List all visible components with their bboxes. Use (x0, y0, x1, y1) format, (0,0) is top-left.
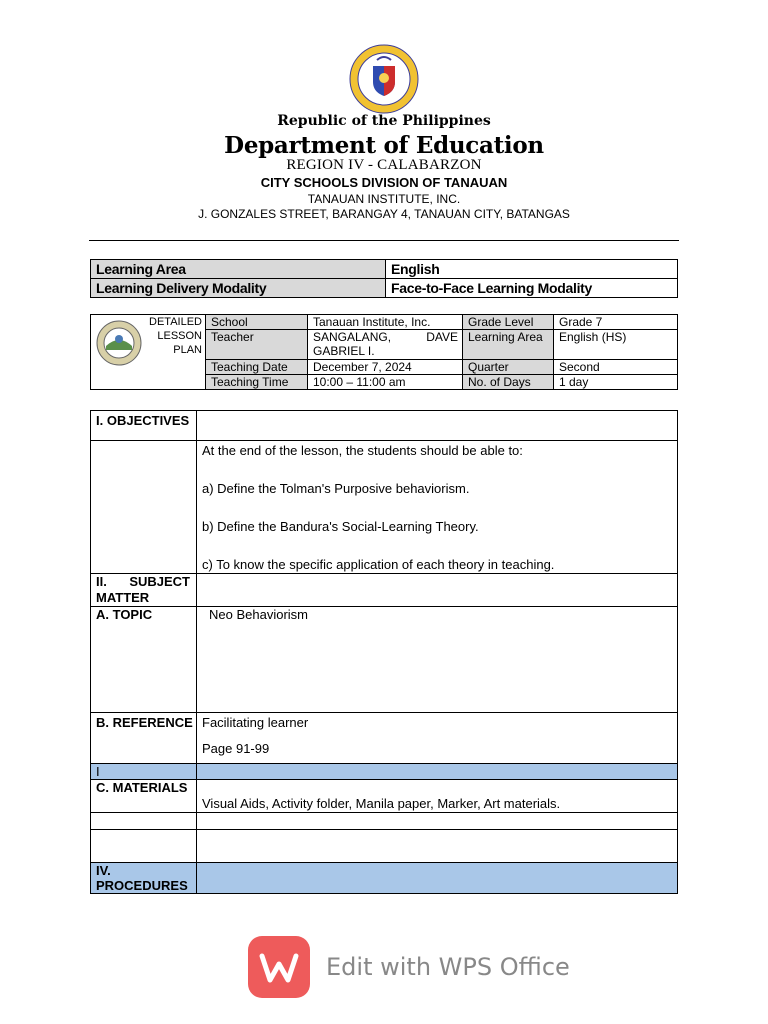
grade-label: Grade Level (463, 315, 554, 330)
learning-area-label: Learning Area (91, 260, 386, 279)
lesson-plan-table (90, 410, 678, 894)
date-label: Teaching Date (206, 359, 308, 374)
topic-label: A. TOPIC (91, 607, 197, 713)
table-row (91, 260, 678, 279)
subject-matter-cell (197, 574, 678, 607)
header-address: J. GONZALES STREET, BARANGAY 4, TANAUAN CITY, BATANGAS (198, 207, 570, 221)
teacher-name-line2: GABRIEL I. (313, 344, 375, 359)
materials-value: Visual Aids, Activity folder, Manila paper, Marker, Art materials. (197, 780, 678, 813)
objectives-intro: At the end of the lesson, the students should be able to: (202, 443, 523, 458)
dlp-title (149, 315, 202, 357)
time-label: Teaching Time (206, 374, 308, 389)
subject-word: SUBJECT (129, 574, 190, 589)
procedures-label (91, 863, 197, 894)
header-department: Department of Education (224, 132, 544, 159)
wps-edit-link[interactable]: Edit with WPS Office (326, 953, 570, 981)
objective-item: c) To know the specific application of each theory in teaching. (202, 557, 555, 572)
dlp-title-cell (91, 315, 206, 390)
reference-value: Facilitating learner (202, 715, 309, 730)
table-row (91, 813, 678, 830)
matter-word: MATTER (96, 590, 150, 605)
school-value: Tanauan Institute, Inc. (308, 315, 463, 330)
reference-label: B. REFERENCE (91, 713, 197, 764)
reference-pages: Page 91-99 (202, 741, 270, 756)
table-row (91, 315, 678, 330)
header-school: TANAUAN INSTITUTE, INC. (307, 192, 461, 206)
days-label: No. of Days (463, 374, 554, 389)
header-region: REGION IV - CALABARZON (286, 157, 482, 173)
school-seal-logo (96, 320, 142, 366)
table-row (91, 574, 678, 607)
table-row (91, 830, 678, 863)
date-value: December 7, 2024 (308, 359, 463, 374)
header-republic: Republic of the Philippines (277, 113, 491, 129)
teacher-value (308, 330, 463, 359)
objectives-content (197, 441, 678, 574)
procedures-word: PROCEDURES (96, 878, 188, 893)
section-row-cell (197, 764, 678, 780)
school-label: School (206, 315, 308, 330)
dlp-title-line: DETAILED (149, 316, 202, 328)
table-row (91, 441, 678, 574)
table-row (91, 863, 678, 894)
dlp-title-line: PLAN (173, 344, 202, 356)
wps-w-icon (248, 936, 310, 998)
empty-cell (91, 830, 197, 863)
header-division: CITY SCHOOLS DIVISION OF TANAUAN (260, 175, 508, 190)
deped-seal-logo (349, 44, 419, 114)
subject-number: II. (96, 574, 107, 589)
teacher-firstname: DAVE (426, 330, 458, 345)
empty-cell (197, 813, 678, 830)
objectives-left-cell (91, 441, 197, 574)
objectives-label: I. OBJECTIVES (91, 411, 197, 441)
empty-cell (91, 813, 197, 830)
modality-label: Learning Delivery Modality (91, 279, 386, 298)
area-label: Learning Area (463, 330, 554, 359)
days-value: 1 day (554, 374, 678, 389)
learning-area-table (90, 259, 678, 298)
empty-cell (197, 830, 678, 863)
objective-item: b) Define the Bandura's Social-Learning Theory. (202, 519, 479, 534)
dlp-info-table (90, 314, 678, 390)
table-row (91, 713, 678, 764)
procedures-number: IV. (96, 863, 111, 878)
table-row (91, 780, 678, 813)
table-row (91, 607, 678, 713)
header-divider (89, 240, 679, 241)
quarter-value: Second (554, 359, 678, 374)
quarter-label: Quarter (463, 359, 554, 374)
modality-value: Face-to-Face Learning Modality (386, 279, 678, 298)
topic-value: Neo Behaviorism (197, 607, 678, 713)
time-value: 10:00 – 11:00 am (308, 374, 463, 389)
table-row (91, 411, 678, 441)
procedures-cell (197, 863, 678, 894)
section-row-label: I (91, 764, 197, 780)
table-row (91, 279, 678, 298)
wps-logo-icon[interactable] (248, 936, 310, 998)
area-value: English (HS) (554, 330, 678, 359)
grade-value: Grade 7 (554, 315, 678, 330)
reference-content (197, 713, 678, 764)
learning-area-value: English (386, 260, 678, 279)
materials-label: C. MATERIALS (91, 780, 197, 813)
objective-item: a) Define the Tolman's Purposive behaviorism. (202, 481, 470, 496)
objectives-header-cell (197, 411, 678, 441)
teacher-label: Teacher (206, 330, 308, 359)
table-row (91, 764, 678, 780)
teacher-surname: SANGALANG, (313, 330, 392, 345)
dlp-title-line: LESSON (157, 330, 202, 342)
subject-matter-label (91, 574, 197, 607)
